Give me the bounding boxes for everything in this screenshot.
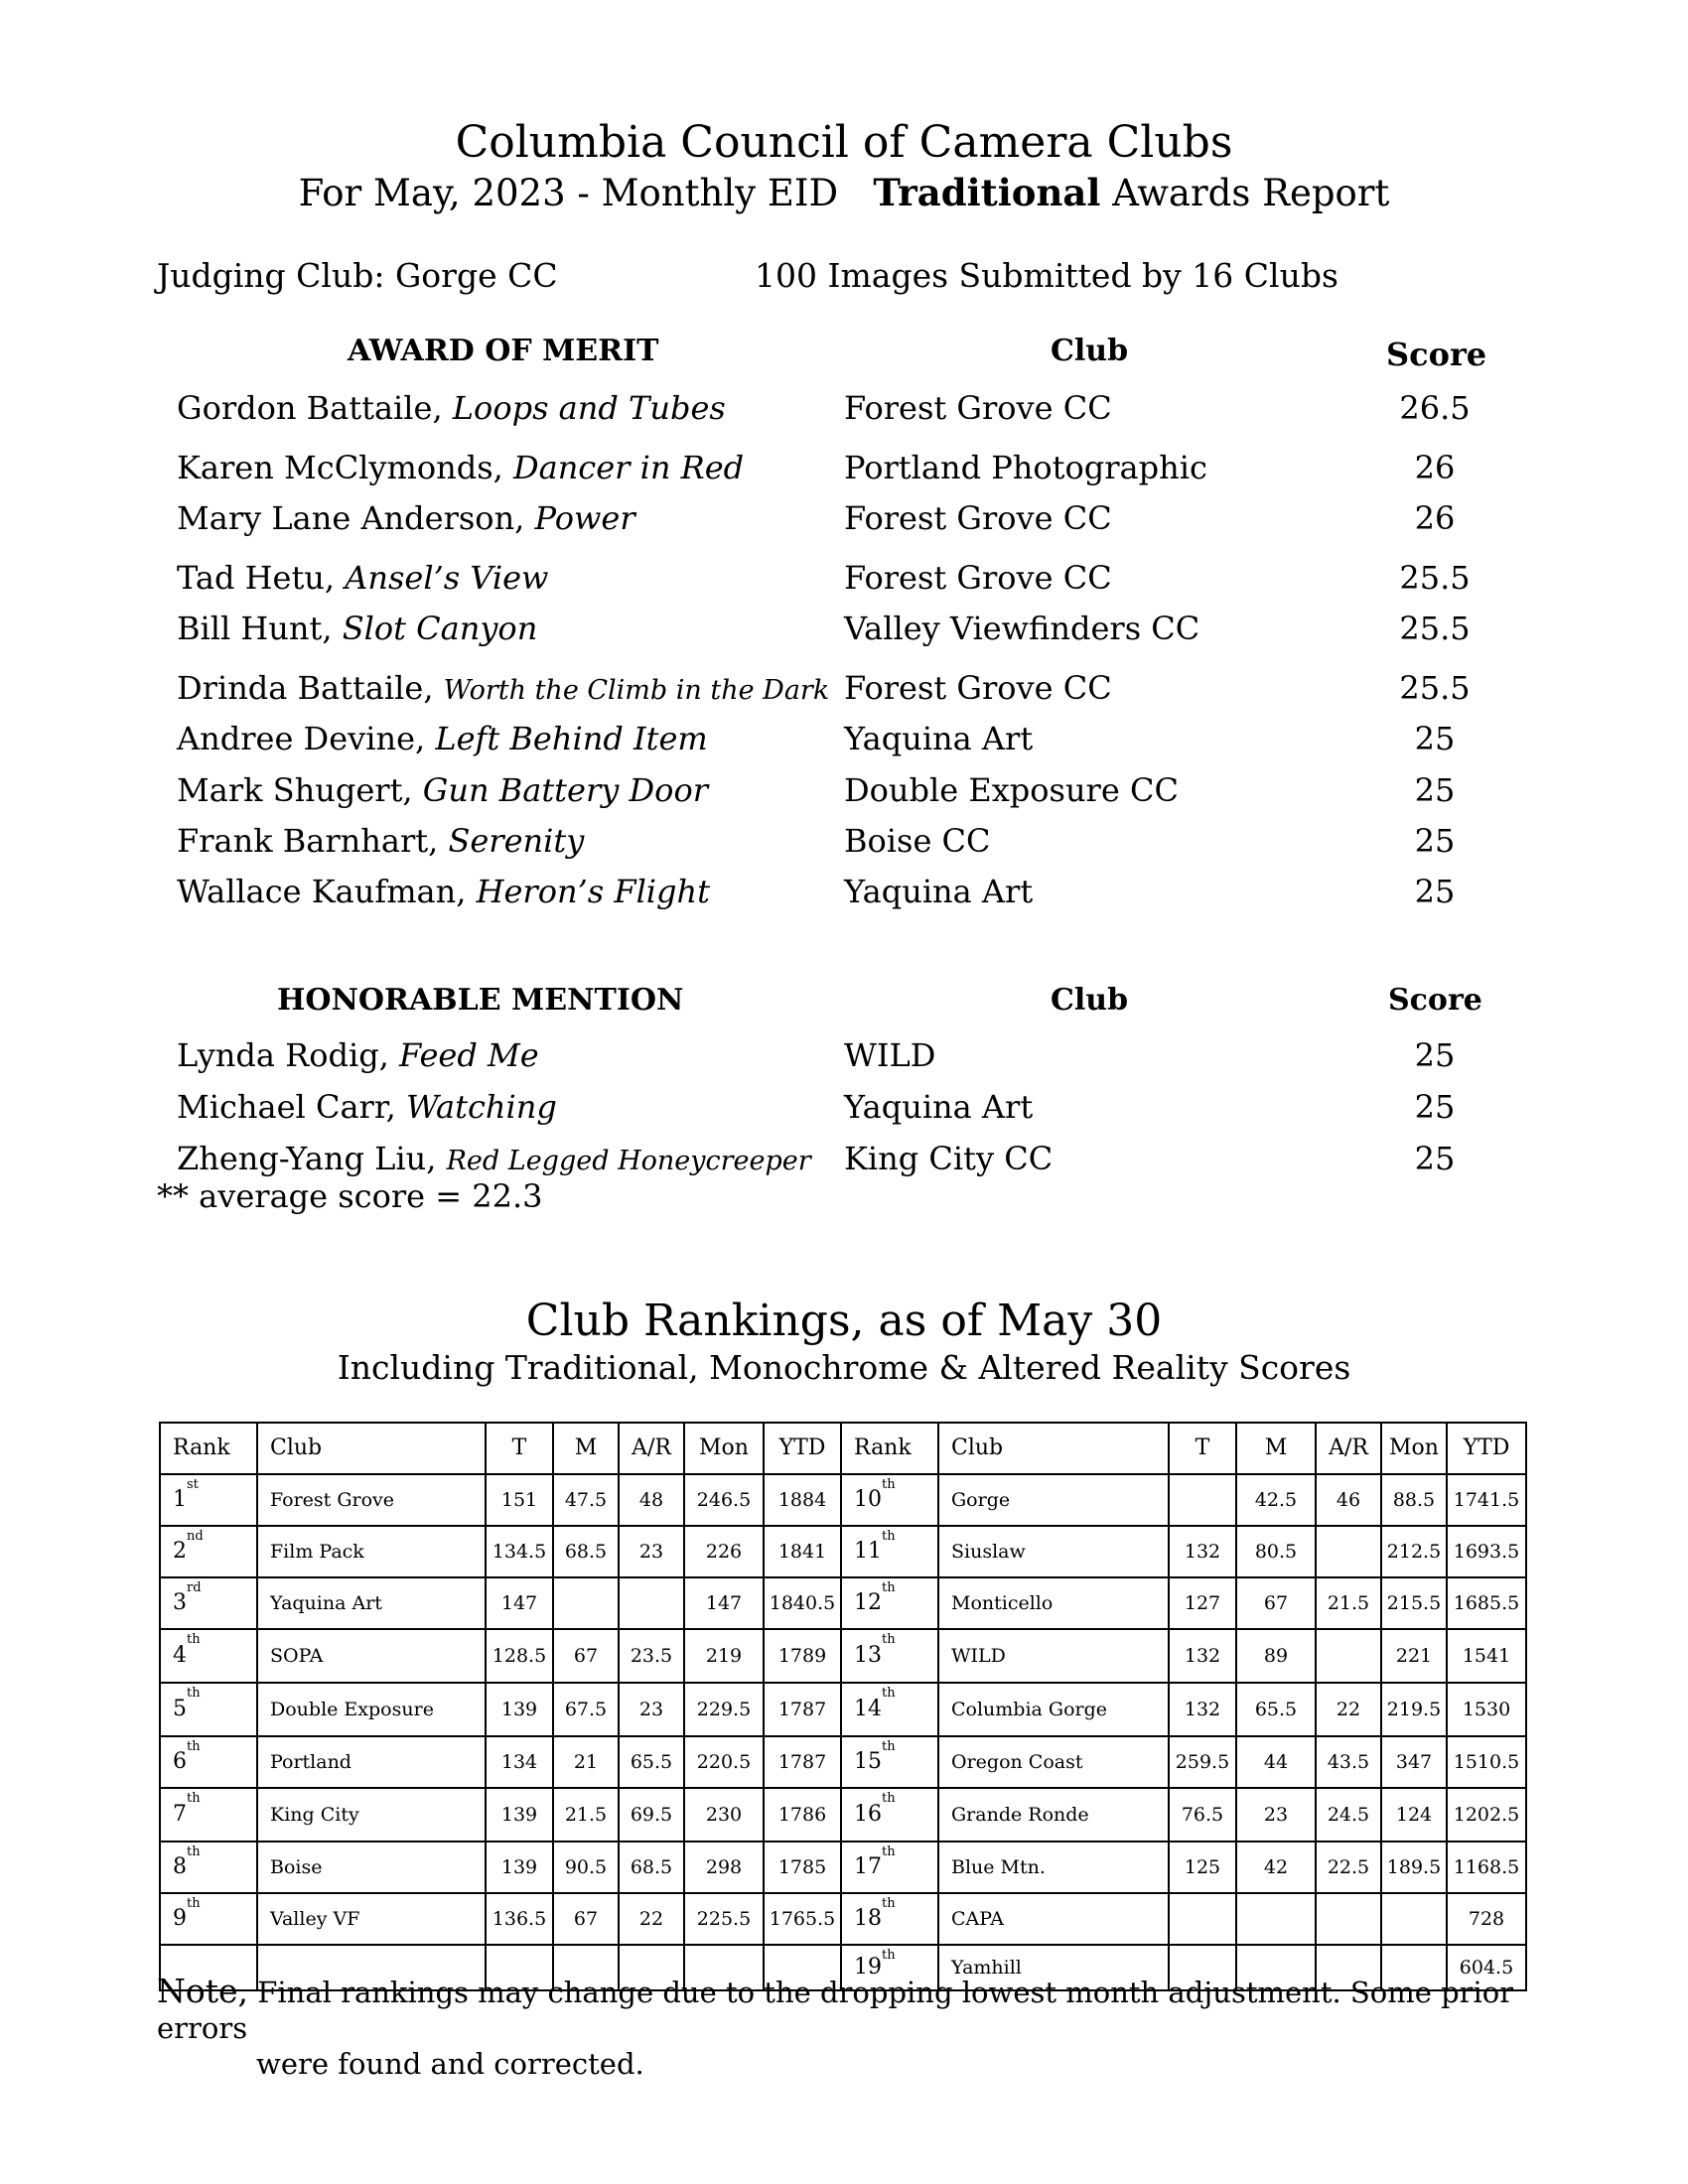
rankings-table <box>159 1422 1527 1991</box>
rank-suffix: nd <box>187 1529 204 1544</box>
column-header: Club <box>257 1423 486 1474</box>
merit-entry <box>0 449 1688 492</box>
photographer-name <box>177 720 708 757</box>
month-cell: 298 <box>684 1842 764 1893</box>
rank-cell <box>841 1526 938 1577</box>
note-line2: were found and corrected. <box>256 2047 644 2081</box>
traditional-cell: 134 <box>486 1736 553 1788</box>
rankings-subtitle: Including Traditional, Monochrome & Altered Reality Scores <box>337 1348 1351 1387</box>
entrant-name: Tad Hetu, <box>177 559 336 597</box>
monochrome-cell <box>553 1577 619 1629</box>
rank-number: 1 <box>173 1487 187 1512</box>
entry-score: 25.5 <box>1399 559 1471 597</box>
club-cell: Double Exposure <box>257 1683 486 1736</box>
monochrome-cell: 23 <box>1236 1788 1316 1842</box>
ytd-cell: 1841 <box>764 1526 841 1577</box>
rank-number: 19 <box>854 1955 882 1979</box>
photographer-name <box>177 771 708 809</box>
honorable-score-heading: Score <box>1388 983 1482 1018</box>
ytd-cell: 1789 <box>764 1629 841 1683</box>
entry-club: Yaquina Art <box>844 720 1034 757</box>
merit-club-heading: Club <box>1051 334 1129 368</box>
image-title: Worth the Climb in the Dark <box>443 675 830 706</box>
month-cell: 229.5 <box>684 1683 764 1736</box>
rank-cell <box>841 1683 938 1736</box>
altered-reality-cell: 22.5 <box>1316 1842 1381 1893</box>
traditional-cell: 139 <box>486 1842 553 1893</box>
rank-cell <box>160 1893 257 1945</box>
rank-cell <box>160 1683 257 1736</box>
traditional-cell: 76.5 <box>1169 1788 1236 1842</box>
rank-suffix: th <box>187 1844 201 1859</box>
altered-reality-cell <box>1316 1893 1381 1945</box>
rank-suffix: th <box>882 1791 896 1806</box>
photographer-name <box>177 822 584 860</box>
rank-number: 2 <box>173 1539 187 1564</box>
club-cell: Boise <box>257 1842 486 1893</box>
altered-reality-cell: 22 <box>619 1893 684 1945</box>
rank-number: 10 <box>854 1487 882 1512</box>
merit-entry <box>0 822 1688 866</box>
entry-score: 25 <box>1414 720 1456 757</box>
altered-reality-cell: 21.5 <box>1316 1577 1381 1629</box>
altered-reality-cell: 23.5 <box>619 1629 684 1683</box>
rank-cell <box>160 1629 257 1683</box>
altered-reality-cell <box>619 1577 684 1629</box>
altered-reality-cell <box>1316 1526 1381 1577</box>
monochrome-cell: 47.5 <box>553 1474 619 1526</box>
rankings-title: Club Rankings, as of May 30 <box>525 1296 1163 1346</box>
entrant-name: Karen McClymonds, <box>177 449 503 486</box>
report-subtitle <box>0 171 1688 214</box>
ytd-cell: 1785 <box>764 1842 841 1893</box>
altered-reality-cell: 43.5 <box>1316 1736 1381 1788</box>
club-cell: Forest Grove <box>257 1474 486 1526</box>
month-cell: 221 <box>1381 1629 1447 1683</box>
image-title: Dancer in Red <box>512 449 745 486</box>
note-lead: Note, <box>157 1972 249 2010</box>
monochrome-cell: 68.5 <box>553 1526 619 1577</box>
rank-number: 16 <box>854 1802 882 1827</box>
entrant-name: Bill Hunt, <box>177 610 333 647</box>
traditional-cell: 134.5 <box>486 1526 553 1577</box>
monochrome-cell: 80.5 <box>1236 1526 1316 1577</box>
monochrome-cell: 42.5 <box>1236 1474 1316 1526</box>
rank-number: 5 <box>173 1697 187 1721</box>
month-cell: 226 <box>684 1526 764 1577</box>
altered-reality-cell: 24.5 <box>1316 1788 1381 1842</box>
rank-suffix: th <box>187 1632 201 1647</box>
entry-score: 25.5 <box>1399 610 1471 647</box>
merit-entry <box>0 610 1688 653</box>
rank-number: 15 <box>854 1749 882 1774</box>
rank-suffix: th <box>187 1791 201 1806</box>
subtitle-suffix: Awards Report <box>1112 172 1390 214</box>
ytd-cell: 728 <box>1447 1893 1526 1945</box>
image-title: Left Behind Item <box>435 720 708 757</box>
photographer-name <box>177 1140 811 1177</box>
club-cell: SOPA <box>257 1629 486 1683</box>
club-cell: Valley VF <box>257 1893 486 1945</box>
ytd-cell: 1786 <box>764 1788 841 1842</box>
rank-suffix: th <box>882 1844 896 1859</box>
altered-reality-cell: 46 <box>1316 1474 1381 1526</box>
table-row <box>160 1474 1526 1526</box>
ytd-cell: 1765.5 <box>764 1893 841 1945</box>
column-header: M <box>553 1423 619 1474</box>
footnote <box>157 1974 1547 2082</box>
traditional-cell <box>1169 1893 1236 1945</box>
month-cell: 215.5 <box>1381 1577 1447 1629</box>
merit-entry <box>0 559 1688 603</box>
rank-cell <box>160 1788 257 1842</box>
altered-reality-cell: 23 <box>619 1683 684 1736</box>
traditional-cell: 151 <box>486 1474 553 1526</box>
entrant-name: Mark Shugert, <box>177 771 413 809</box>
entry-club: Forest Grove CC <box>844 559 1112 597</box>
altered-reality-cell: 65.5 <box>619 1736 684 1788</box>
monochrome-cell <box>1236 1893 1316 1945</box>
rank-suffix: th <box>882 1477 896 1492</box>
rank-number: 4 <box>173 1643 187 1668</box>
subtitle-prefix: For May, 2023 - Monthly EID <box>298 172 839 214</box>
club-cell: Oregon Coast <box>938 1736 1169 1788</box>
month-cell <box>1381 1893 1447 1945</box>
club-cell: Monticello <box>938 1577 1169 1629</box>
rank-cell <box>160 1474 257 1526</box>
ytd-cell: 1741.5 <box>1447 1474 1526 1526</box>
month-cell: 212.5 <box>1381 1526 1447 1577</box>
ytd-cell: 1168.5 <box>1447 1842 1526 1893</box>
judging-club: Judging Club: Gorge CC <box>157 256 558 295</box>
merit-entry <box>0 389 1688 433</box>
rank-suffix: st <box>187 1477 199 1492</box>
honorable-entry <box>0 1036 1688 1080</box>
table-row <box>160 1736 1526 1788</box>
rank-number: 6 <box>173 1749 187 1774</box>
traditional-cell: 132 <box>1169 1629 1236 1683</box>
subtitle-category: Traditional <box>873 171 1101 214</box>
ytd-cell: 1541 <box>1447 1629 1526 1683</box>
club-cell: Grande Ronde <box>938 1788 1169 1842</box>
photographer-name <box>177 873 710 910</box>
ytd-cell: 1693.5 <box>1447 1526 1526 1577</box>
rankings-header-row <box>160 1423 1526 1474</box>
ytd-cell: 1685.5 <box>1447 1577 1526 1629</box>
entrant-name: Mary Lane Anderson, <box>177 499 525 537</box>
rank-cell <box>841 1629 938 1683</box>
month-cell: 219 <box>684 1629 764 1683</box>
entrant-name: Zheng-Yang Liu, <box>177 1140 437 1177</box>
photographer-name <box>177 559 548 597</box>
merit-heading: AWARD OF MERIT <box>348 334 659 368</box>
rank-number: 18 <box>854 1906 882 1931</box>
monochrome-cell: 44 <box>1236 1736 1316 1788</box>
rank-suffix: rd <box>187 1580 202 1595</box>
entry-club: Valley Viewfinders CC <box>844 610 1200 647</box>
photographer-name <box>177 669 829 707</box>
entry-club: Boise CC <box>844 822 991 860</box>
column-header: Rank <box>160 1423 257 1474</box>
rank-number: 9 <box>173 1906 187 1931</box>
club-cell: CAPA <box>938 1893 1169 1945</box>
club-cell: Blue Mtn. <box>938 1842 1169 1893</box>
altered-reality-cell: 69.5 <box>619 1788 684 1842</box>
table-row <box>160 1842 1526 1893</box>
column-header: Mon <box>1381 1423 1447 1474</box>
club-cell: WILD <box>938 1629 1169 1683</box>
monochrome-cell: 67 <box>553 1629 619 1683</box>
monochrome-cell: 90.5 <box>553 1842 619 1893</box>
month-cell: 124 <box>1381 1788 1447 1842</box>
column-header: A/R <box>1316 1423 1381 1474</box>
month-cell: 88.5 <box>1381 1474 1447 1526</box>
rank-suffix: th <box>882 1580 896 1595</box>
merit-entry <box>0 499 1688 543</box>
entry-score: 25 <box>1414 822 1456 860</box>
month-cell: 246.5 <box>684 1474 764 1526</box>
ytd-cell: 604.5 <box>1447 1945 1526 1990</box>
image-title: Ansel’s View <box>345 559 549 597</box>
image-title: Feed Me <box>399 1036 539 1074</box>
monochrome-cell: 67.5 <box>553 1683 619 1736</box>
entry-score: 25.5 <box>1399 669 1471 707</box>
rank-cell <box>160 1526 257 1577</box>
traditional-cell: 136.5 <box>486 1893 553 1945</box>
traditional-cell: 132 <box>1169 1683 1236 1736</box>
page-title: Columbia Council of Camera Clubs <box>455 117 1233 168</box>
traditional-cell: 128.5 <box>486 1629 553 1683</box>
table-row <box>160 1893 1526 1945</box>
rank-cell <box>841 1474 938 1526</box>
rank-number: 8 <box>173 1854 187 1879</box>
club-cell: Film Pack <box>257 1526 486 1577</box>
entrant-name: Andree Devine, <box>177 720 426 757</box>
honorable-entry <box>0 1088 1688 1132</box>
column-header: A/R <box>619 1423 684 1474</box>
club-cell: King City <box>257 1788 486 1842</box>
traditional-cell: 127 <box>1169 1577 1236 1629</box>
table-row <box>160 1629 1526 1683</box>
rank-number: 17 <box>854 1854 882 1879</box>
image-title: Red Legged Honeycreeper <box>446 1146 811 1176</box>
column-header: M <box>1236 1423 1316 1474</box>
merit-entry <box>0 669 1688 713</box>
rank-cell <box>841 1736 938 1788</box>
ytd-cell: 1787 <box>764 1683 841 1736</box>
entry-score: 25 <box>1414 1088 1456 1126</box>
rank-cell <box>160 1577 257 1629</box>
altered-reality-cell: 23 <box>619 1526 684 1577</box>
rank-suffix: th <box>882 1948 896 1963</box>
rank-cell <box>841 1893 938 1945</box>
ytd-cell: 1510.5 <box>1447 1736 1526 1788</box>
altered-reality-cell <box>1316 1629 1381 1683</box>
column-header: T <box>1169 1423 1236 1474</box>
entrant-name: Gordon Battaile, <box>177 389 443 427</box>
rank-cell <box>841 1842 938 1893</box>
rank-number: 12 <box>854 1590 882 1615</box>
table-row <box>160 1577 1526 1629</box>
monochrome-cell: 65.5 <box>1236 1683 1316 1736</box>
photographer-name <box>177 1088 557 1126</box>
images-submitted: 100 Images Submitted by 16 Clubs <box>755 256 1338 295</box>
table-row <box>160 1788 1526 1842</box>
rank-number: 7 <box>173 1802 187 1827</box>
rank-suffix: th <box>882 1632 896 1647</box>
rank-suffix: th <box>187 1896 201 1911</box>
rank-suffix: th <box>187 1686 201 1701</box>
month-cell: 147 <box>684 1577 764 1629</box>
club-cell: Gorge <box>938 1474 1169 1526</box>
image-title: Serenity <box>448 822 585 860</box>
ytd-cell: 1840.5 <box>764 1577 841 1629</box>
image-title: Gun Battery Door <box>422 771 708 809</box>
traditional-cell: 139 <box>486 1788 553 1842</box>
entrant-name: Lynda Rodig, <box>177 1036 389 1074</box>
entry-score: 25 <box>1414 771 1456 809</box>
rank-cell <box>160 1736 257 1788</box>
club-cell: Siuslaw <box>938 1526 1169 1577</box>
image-title: Loops and Tubes <box>452 389 726 427</box>
table-row <box>160 1526 1526 1577</box>
entrant-name: Frank Barnhart, <box>177 822 439 860</box>
rank-suffix: th <box>882 1739 896 1754</box>
merit-entry <box>0 771 1688 815</box>
traditional-cell <box>1169 1474 1236 1526</box>
merit-entry <box>0 720 1688 763</box>
month-cell: 347 <box>1381 1736 1447 1788</box>
column-header: YTD <box>1447 1423 1526 1474</box>
club-cell: Columbia Gorge <box>938 1683 1169 1736</box>
photographer-name <box>177 499 635 537</box>
entry-club: Portland Photographic <box>844 449 1207 486</box>
month-cell: 230 <box>684 1788 764 1842</box>
entrant-name: Drinda Battaile, <box>177 669 434 707</box>
rank-suffix: th <box>882 1686 896 1701</box>
image-title: Power <box>534 499 635 537</box>
rank-number: 3 <box>173 1590 187 1615</box>
ytd-cell: 1787 <box>764 1736 841 1788</box>
rank-cell <box>160 1842 257 1893</box>
merit-score-heading: Score <box>1386 336 1487 373</box>
monochrome-cell: 67 <box>553 1893 619 1945</box>
altered-reality-cell: 68.5 <box>619 1842 684 1893</box>
photographer-name <box>177 1036 539 1074</box>
entry-score: 26 <box>1414 499 1456 537</box>
entry-score: 25 <box>1414 1036 1456 1074</box>
photographer-name <box>177 610 537 647</box>
entry-club: Yaquina Art <box>844 1088 1034 1126</box>
traditional-cell: 132 <box>1169 1526 1236 1577</box>
entry-club: Forest Grove CC <box>844 389 1112 427</box>
club-cell: Portland <box>257 1736 486 1788</box>
rank-suffix: th <box>882 1529 896 1544</box>
altered-reality-cell: 22 <box>1316 1683 1381 1736</box>
monochrome-cell: 67 <box>1236 1577 1316 1629</box>
monochrome-cell: 89 <box>1236 1629 1316 1683</box>
image-title: Slot Canyon <box>342 610 538 647</box>
column-header: Rank <box>841 1423 938 1474</box>
monochrome-cell: 21 <box>553 1736 619 1788</box>
rank-suffix: th <box>187 1739 201 1754</box>
entry-club: WILD <box>844 1036 936 1074</box>
column-header: Mon <box>684 1423 764 1474</box>
entrant-name: Wallace Kaufman, <box>177 873 467 910</box>
ytd-cell: 1202.5 <box>1447 1788 1526 1842</box>
entry-club: Double Exposure CC <box>844 771 1179 809</box>
entry-club: Forest Grove CC <box>844 499 1112 537</box>
monochrome-cell: 42 <box>1236 1842 1316 1893</box>
image-title: Heron’s Flight <box>476 873 710 910</box>
rank-number: 14 <box>854 1697 882 1721</box>
column-header: YTD <box>764 1423 841 1474</box>
photographer-name <box>177 449 744 486</box>
honorable-heading: HONORABLE MENTION <box>277 983 684 1018</box>
rank-cell <box>841 1577 938 1629</box>
club-cell: Yamhill <box>938 1945 1169 1990</box>
month-cell: 189.5 <box>1381 1842 1447 1893</box>
monochrome-cell: 21.5 <box>553 1788 619 1842</box>
ytd-cell: 1530 <box>1447 1683 1526 1736</box>
rank-cell <box>841 1788 938 1842</box>
rank-number: 13 <box>854 1643 882 1668</box>
traditional-cell: 147 <box>486 1577 553 1629</box>
entry-club: Yaquina Art <box>844 873 1034 910</box>
table-row <box>160 1683 1526 1736</box>
ytd-cell: 1884 <box>764 1474 841 1526</box>
altered-reality-cell: 48 <box>619 1474 684 1526</box>
month-cell: 220.5 <box>684 1736 764 1788</box>
month-cell: 225.5 <box>684 1893 764 1945</box>
rank-suffix: th <box>882 1896 896 1911</box>
note-line1: Final rankings may change due to the dropping lowest month adjustment. Some prior errors <box>157 1976 1514 2045</box>
traditional-cell: 125 <box>1169 1842 1236 1893</box>
entry-score: 26.5 <box>1399 389 1471 427</box>
rank-number: 11 <box>854 1539 882 1564</box>
club-cell: Yaquina Art <box>257 1577 486 1629</box>
column-header: Club <box>938 1423 1169 1474</box>
entry-score: 25 <box>1414 1140 1456 1177</box>
entry-club: Forest Grove CC <box>844 669 1112 707</box>
merit-entry <box>0 873 1688 916</box>
entry-score: 25 <box>1414 873 1456 910</box>
honorable-club-heading: Club <box>1051 983 1129 1018</box>
entrant-name: Michael Carr, <box>177 1088 396 1126</box>
month-cell: 219.5 <box>1381 1683 1447 1736</box>
column-header: T <box>486 1423 553 1474</box>
traditional-cell: 139 <box>486 1683 553 1736</box>
photographer-name <box>177 389 726 427</box>
average-score: ** average score = 22.3 <box>157 1177 543 1215</box>
entry-club: King City CC <box>844 1140 1054 1177</box>
entry-score: 26 <box>1414 449 1456 486</box>
image-title: Watching <box>405 1088 557 1126</box>
traditional-cell: 259.5 <box>1169 1736 1236 1788</box>
